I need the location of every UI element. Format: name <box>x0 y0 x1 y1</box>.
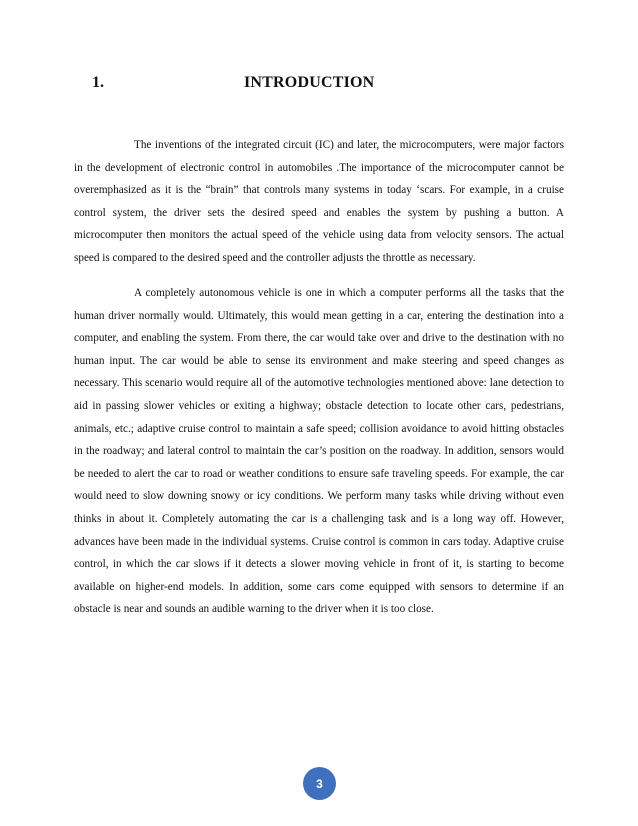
section-title: INTRODUCTION <box>244 74 375 91</box>
page-number: 3 <box>316 776 323 791</box>
paragraph-2: A completely autonomous vehicle is one in which a computer performs all the tasks that the human driver normally would. Ultimately, this would mean getting in a car, entering the destination into a computer, and enabling the system. From there, the car would take over and drive to the destination with no human input. The car would be able to sense its environment and make steering and speed changes as necessary. This scenario would require all of the automotive technologies mentioned above: lane detection to aid in passing slower vehicles or exiting a highway; obstacle detection to locate other cars, pedestrians, animals, etc.; adaptive cruise control to maintain a safe speed; collision avoidance to avoid hitting obstacles in the roadway; and lateral control to maintain the car’s position on the roadway. In addition, sensors would be needed to alert the car to road or weather conditions to ensure safe traveling speeds. For example, the car would need to slow downing snowy or icy conditions. We perform many tasks while driving without even thinks in about it. Completely automating the car is a challenging task and is a long way off. However, advances have been made in the individual systems. Cruise control is common in cars today. Adaptive cruise control, in which the car slows if it detects a slower moving vehicle in front of it, is starting to become available on higher-end models. In addition, some cars come equipped with sensors to determine if an obstacle is near and sounds an audible warning to the driver when it is too close. <box>74 287 564 616</box>
paragraph-1: The inventions of the integrated circuit (IC) and later, the microcomputers, were major factors in the development of electronic control in automobiles .The importance of the microcomputer cannot be overemphasized as it is the “brain” that controls many systems in today ‘scars. For example, in a cruise control system, the driver sets the desired speed and enables the system by pushing a button. A microcomputer then monitors the actual speed of the vehicle using data from velocity sensors. The actual speed is compared to the desired speed and the controller adjusts the throttle as necessary. <box>74 139 564 264</box>
body-text <box>74 134 564 633</box>
page-number-badge <box>303 767 336 800</box>
section-heading <box>92 74 552 98</box>
section-number: 1. <box>92 74 104 91</box>
